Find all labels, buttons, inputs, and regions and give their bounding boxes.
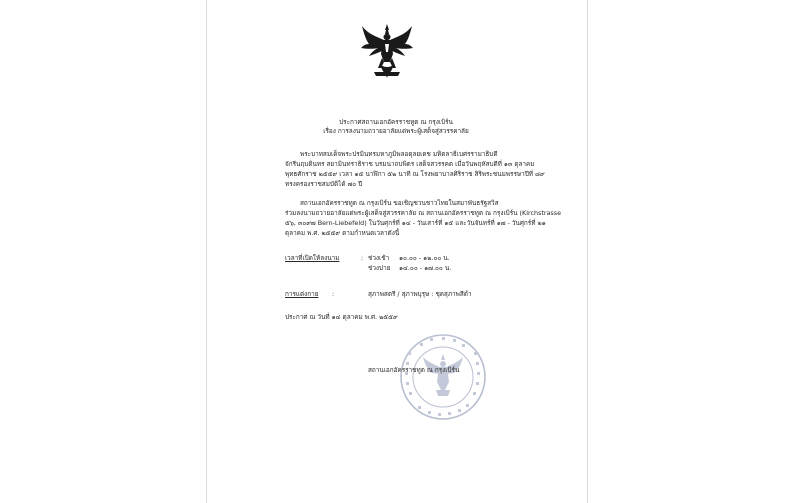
- paragraph-2-line-4: ตุลาคม พ.ศ. ๒๕๕๙ ตามกำหนดเวลาดังนี้: [285, 229, 400, 237]
- signature: สถานเอกอัครราชทูต ณ กรุงเบิร์น: [368, 366, 460, 374]
- paragraph-1-line-3: พุทธศักราช ๒๕๕๙ เวลา ๑๕ นาฬิกา ๕๒ นาที ณ โรงพยาบาลศิริราช สิริพระชนมพรรษาปีที่ ๘๙: [285, 170, 545, 178]
- embassy-seal-icon: [398, 332, 488, 422]
- schedule-morning-label: ช่วงเช้า: [368, 254, 390, 262]
- paragraph-2-line-3: ๕๖, ๓๐๙๗ Bern-Liebefeld) ในวันศุกร์ที่ ๑๔ - วันเสาร์ที่ ๑๕ และวันจันทร์ที่ ๑๗ - วันศุกร์ที่ ๒๑: [285, 219, 546, 227]
- garuda-emblem-icon: [360, 22, 414, 84]
- paragraph-2-line-1: สถานเอกอัครราชทูต ณ กรุงเบิร์น ขอเชิญชวนชาวไทยในสมาพันธรัฐสวิส: [300, 199, 499, 207]
- dress-colon: :: [332, 290, 335, 298]
- paragraph-1-line-4: ทรงครองราชสมบัติได้ ๗๐ ปี: [285, 180, 363, 188]
- paragraph-1-line-2: จักรีนฤบดินทร สยามินทราธิราช บรมนาถบพิตร เสด็จสวรรคต เมื่อวันพฤหัสบดีที่ ๑๓ ตุลาคม: [285, 160, 535, 168]
- schedule-morning-time: ๑๐.๐๐ - ๑๒.๐๐ น.: [399, 254, 450, 262]
- schedule-colon: :: [361, 254, 364, 262]
- title-line-1: ประกาศสถานเอกอัครราชทูต ณ กรุงเบิร์น: [339, 118, 453, 126]
- paragraph-2-line-2: ร่วมลงนามถวายอาลัยแด่พระผู้เสด็จสู่สวรรคาลัย ณ สถานเอกอัครราชทูต ณ กรุงเบิร์น (Kirchstrasse: [285, 209, 562, 217]
- announcement-date: ประกาศ ณ วันที่ ๑๔ ตุลาคม พ.ศ. ๒๕๕๙: [285, 313, 398, 321]
- schedule-afternoon-label: ช่วงบ่าย: [368, 264, 391, 272]
- schedule-label: เวลาที่เปิดให้ลงนาม: [285, 254, 340, 262]
- schedule-afternoon-time: ๑๔.๐๐ - ๑๗.๐๐ น.: [399, 264, 452, 272]
- title-line-2: เรื่อง การลงนามถวายอาลัยแด่พระผู้เสด็จสู่สวรรคาลัย: [323, 127, 469, 135]
- dress-value: สุภาพสตรี / สุภาพบุรุษ : ชุดสุภาพสีดำ: [368, 290, 472, 298]
- paragraph-1-line-1: พระบาทสมเด็จพระปรมินทรมหาภูมิพลอดุลยเดช มหิตลาธิเบศรรามาธิบดี: [300, 150, 498, 158]
- dress-label: การแต่งกาย: [285, 290, 319, 298]
